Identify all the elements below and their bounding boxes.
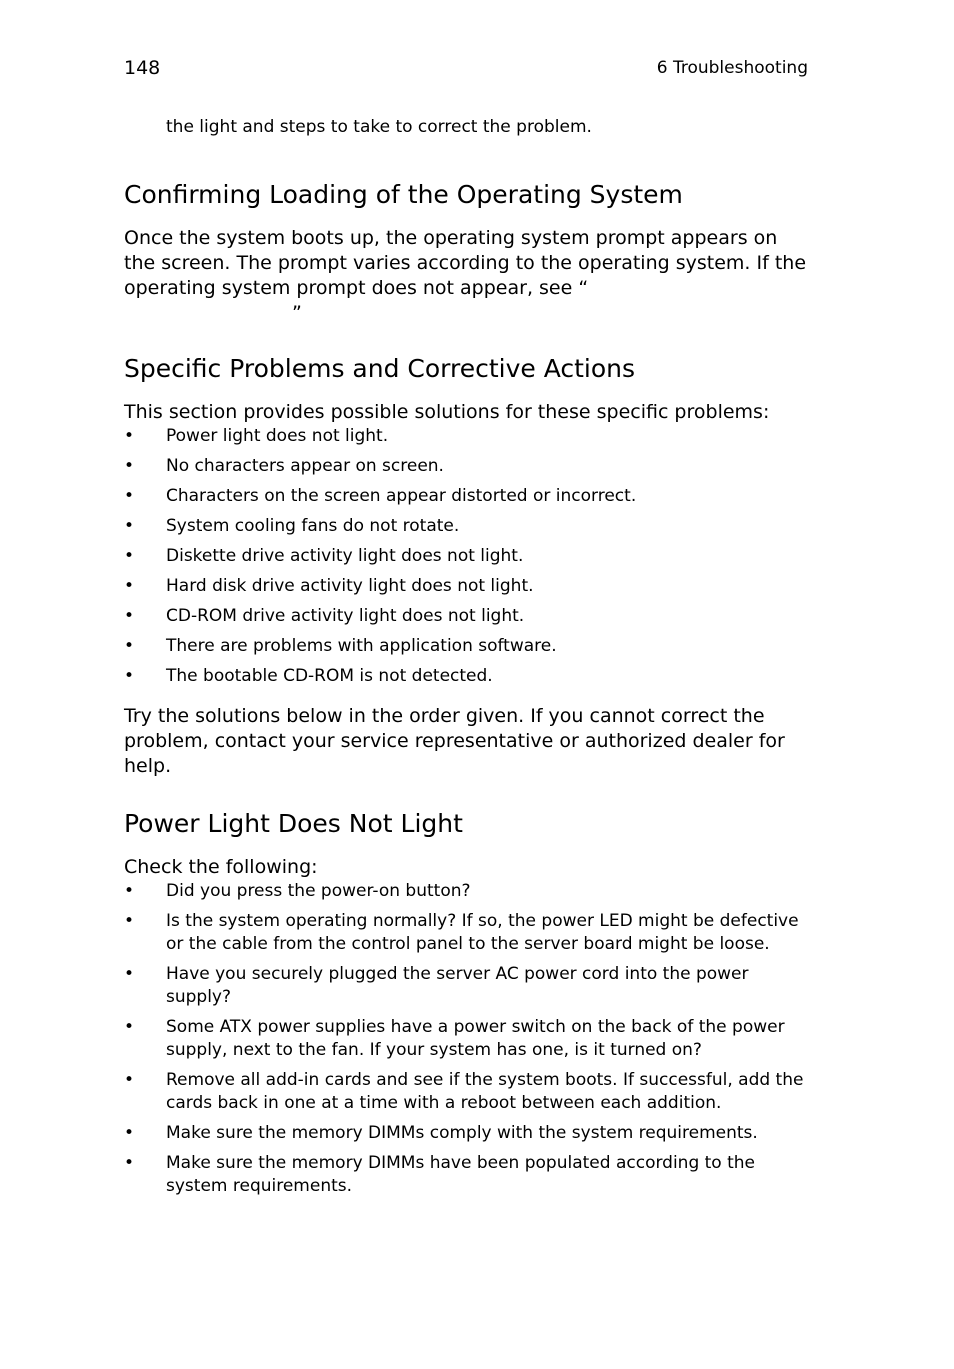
heading-confirming-os: Confirming Loading of the Operating System <box>124 180 683 209</box>
continued-text: the light and steps to take to correct the problem. <box>166 117 592 137</box>
page-number: 148 <box>124 57 161 79</box>
list-item: • No characters appear on screen. <box>124 456 444 476</box>
list-item: • Make sure the memory DIMMs comply with the system requirements. <box>124 1123 758 1143</box>
list-item: • There are problems with application software. <box>124 636 557 656</box>
list-item: • Have you securely plugged the server AC power cord into the power supply? <box>124 964 749 1007</box>
list-item: • Remove all add-in cards and see if the system boots. If successful, add the cards back in one at a time with a reboot between each addition. <box>124 1070 804 1113</box>
bullet-icon: • <box>124 516 135 536</box>
list-item: • Some ATX power supplies have a power switch on the back of the power supply, next to the fan. If your system has one, is it turned on? <box>124 1017 785 1060</box>
bullet-icon: • <box>124 576 135 596</box>
specific-problems-intro: This section provides possible solutions for these specific problems: <box>124 401 770 423</box>
list-item: • Power light does not light. <box>124 426 389 446</box>
bullet-icon: • <box>124 1153 135 1173</box>
bullet-icon: • <box>124 636 135 656</box>
list-item: • CD-ROM drive activity light does not light. <box>124 606 525 626</box>
bullet-icon: • <box>124 881 135 901</box>
bullet-icon: • <box>124 606 135 626</box>
list-item: • The bootable CD-ROM is not detected. <box>124 666 493 686</box>
chapter-title: 6 Troubleshooting <box>656 58 808 78</box>
bullet-icon: • <box>124 456 135 476</box>
bullet-icon: • <box>124 964 135 984</box>
list-item: • Characters on the screen appear distorted or incorrect. <box>124 486 637 506</box>
bullet-icon: • <box>124 426 135 446</box>
list-item: • Make sure the memory DIMMs have been populated according to the system requirements. <box>124 1153 756 1196</box>
bullet-icon: • <box>124 486 135 506</box>
list-item: • Is the system operating normally? If so, the power LED might be defective or the cable from the control panel to the server board might be loose. <box>124 911 799 954</box>
heading-specific-problems: Specific Problems and Corrective Actions <box>124 354 636 383</box>
check-following-intro: Check the following: <box>124 856 318 878</box>
list-item: • System cooling fans do not rotate. <box>124 516 460 536</box>
page-content <box>124 116 810 1205</box>
list-item: • Did you press the power-on button? <box>124 881 471 901</box>
os-prompt-text: Once the system boots up, the operating system prompt appears on the screen. The prompt varies according to the operating system. If the operating system prompt does not appear, see “ <box>124 227 807 299</box>
bullet-icon: • <box>124 1123 135 1143</box>
closing-quote: ” <box>292 302 302 324</box>
bullet-icon: • <box>124 1070 135 1090</box>
specific-problems-list <box>124 425 810 688</box>
bullet-icon: • <box>124 666 135 686</box>
bullet-icon: • <box>124 546 135 566</box>
bullet-icon: • <box>124 1017 135 1037</box>
bullet-icon: • <box>124 911 135 931</box>
paragraph-os-prompt <box>124 226 810 326</box>
heading-power-light: Power Light Does Not Light <box>124 809 463 838</box>
list-item: • Diskette drive activity light does not light. <box>124 546 524 566</box>
page-header <box>124 56 808 80</box>
solutions-order-paragraph: Try the solutions below in the order given. If you cannot correct the problem, contact your service representative or authorized dealer for help. <box>124 705 785 777</box>
power-checks-list <box>124 880 810 1198</box>
list-item: • Hard disk drive activity light does not light. <box>124 576 534 596</box>
